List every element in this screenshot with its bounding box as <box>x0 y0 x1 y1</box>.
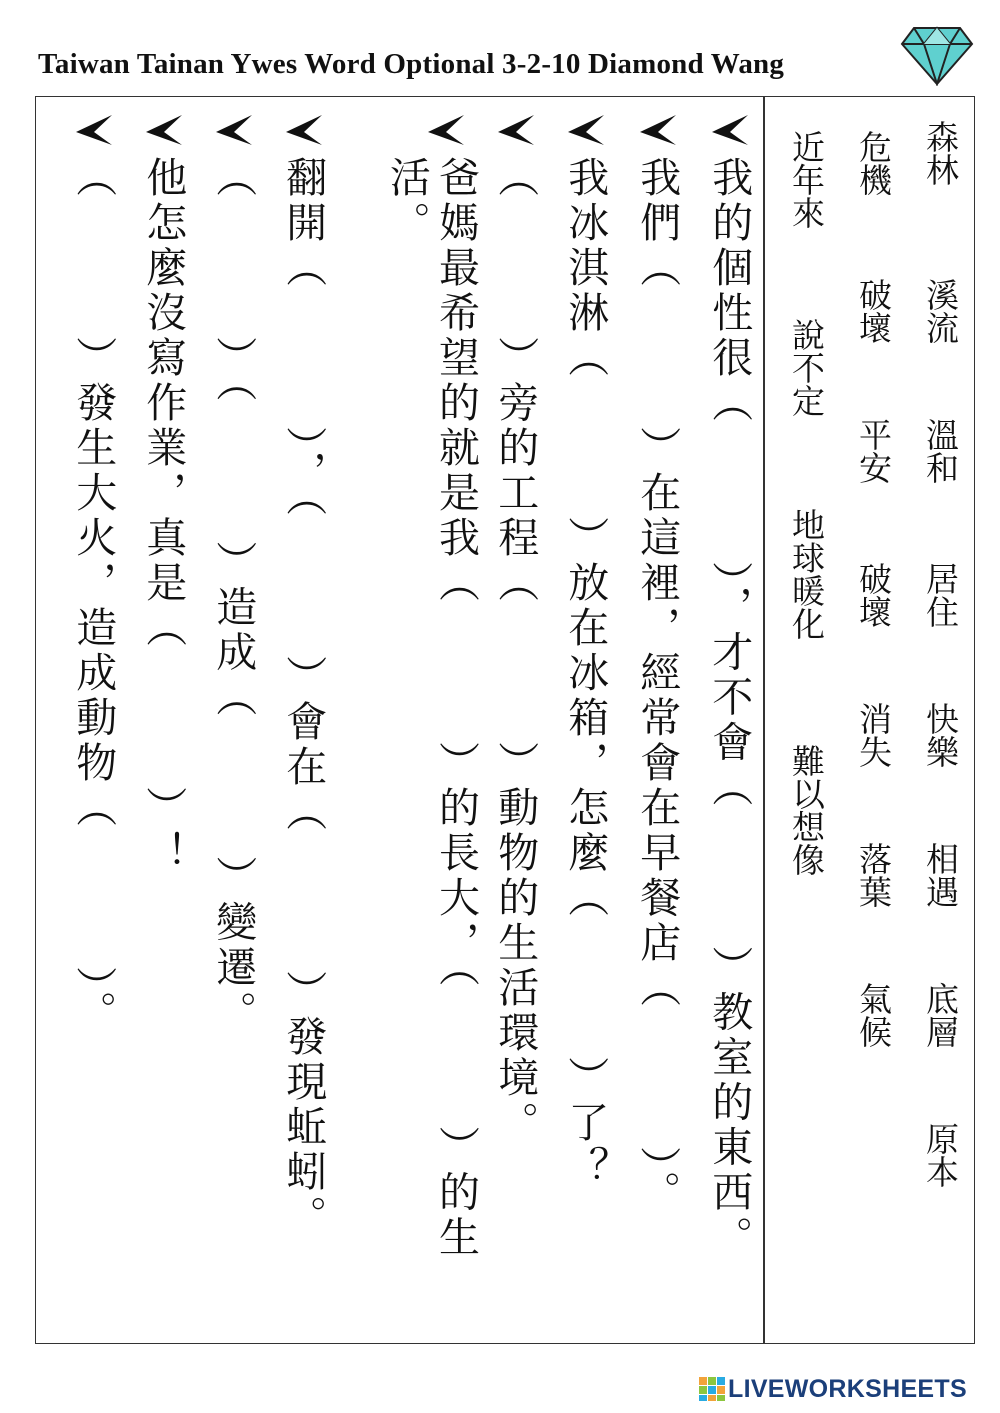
question-5 <box>346 112 480 1332</box>
arrow-bullet-icon <box>564 112 608 148</box>
word-bank-word: 相遇 <box>920 842 960 908</box>
arrow-bullet-icon <box>142 112 186 148</box>
word-bank-divider <box>763 96 765 1344</box>
word-bank-word: 森林 <box>920 120 960 186</box>
question-text[interactable]: 我的個性很（ ），才不會（ ）教室的東西。 <box>705 156 754 1261</box>
page-title: Taiwan Tainan Ywes Word Optional 3-2-10 Diamond Wang <box>38 48 785 80</box>
word-bank-word: 近年來 <box>786 130 826 229</box>
word-bank-word: 居住 <box>920 562 960 628</box>
question-text[interactable]: 我冰淇淋（ ）放在冰箱，怎麼（ ）了？ <box>561 156 610 1191</box>
word-bank-word: 落葉 <box>853 842 893 908</box>
question-text[interactable]: 他怎麼沒寫作業，真是（ ）！ <box>139 156 188 876</box>
question-text[interactable]: （ ）發生大火，造成動物（ ）。 <box>69 156 118 1036</box>
word-bank-word: 底層 <box>920 982 960 1048</box>
word-bank-word: 地球暖化 <box>786 508 826 640</box>
arrow-bullet-icon <box>282 112 326 148</box>
word-bank-word: 原本 <box>920 1122 960 1188</box>
question-text[interactable]: 爸媽最希望的就是我（ ）的長大，（ ）的生活。 <box>382 156 480 1261</box>
question-2 <box>628 112 688 1332</box>
question-6 <box>274 112 334 1332</box>
word-bank-word: 說不定 <box>786 318 826 417</box>
question-text[interactable]: （ ）旁的工程（ ）動物的生活環境。 <box>491 156 540 1146</box>
footer-brand <box>698 1372 967 1406</box>
word-bank-word: 消失 <box>853 702 893 768</box>
arrow-bullet-icon <box>708 112 752 148</box>
word-bank-word: 危機 <box>853 130 893 196</box>
question-text[interactable]: （ ）（ ）造成（ ）變遷。 <box>209 156 258 1036</box>
question-text[interactable]: 翻開（ ），（ ）會在（ ）發現蚯蚓。 <box>279 156 328 1240</box>
question-8 <box>134 112 194 1332</box>
liveworksheets-logo-icon <box>698 1375 726 1403</box>
arrow-bullet-icon <box>636 112 680 148</box>
word-bank-word: 溫和 <box>920 418 960 484</box>
question-4 <box>486 112 546 1332</box>
arrow-bullet-icon <box>212 112 256 148</box>
word-bank-word: 氣候 <box>853 982 893 1048</box>
word-bank-word: 平安 <box>853 418 893 484</box>
arrow-bullet-icon <box>494 112 538 148</box>
diamond-icon <box>900 24 974 86</box>
word-bank-word: 難以想像 <box>786 744 826 876</box>
arrow-bullet-icon <box>424 112 468 148</box>
question-3 <box>556 112 616 1332</box>
word-bank-word: 溪流 <box>920 278 960 344</box>
question-text[interactable]: 我們（ ）在這裡，經常會在早餐店（ ）。 <box>633 156 682 1216</box>
word-bank-word: 快樂 <box>920 702 960 768</box>
question-7 <box>204 112 264 1332</box>
arrow-bullet-icon <box>72 112 116 148</box>
question-9 <box>64 112 124 1332</box>
word-bank-word: 破壞 <box>853 562 893 628</box>
footer-brand-text: LIVEWORKSHEETS <box>728 1374 967 1403</box>
word-bank-word: 破壞 <box>853 278 893 344</box>
question-1 <box>700 112 760 1332</box>
